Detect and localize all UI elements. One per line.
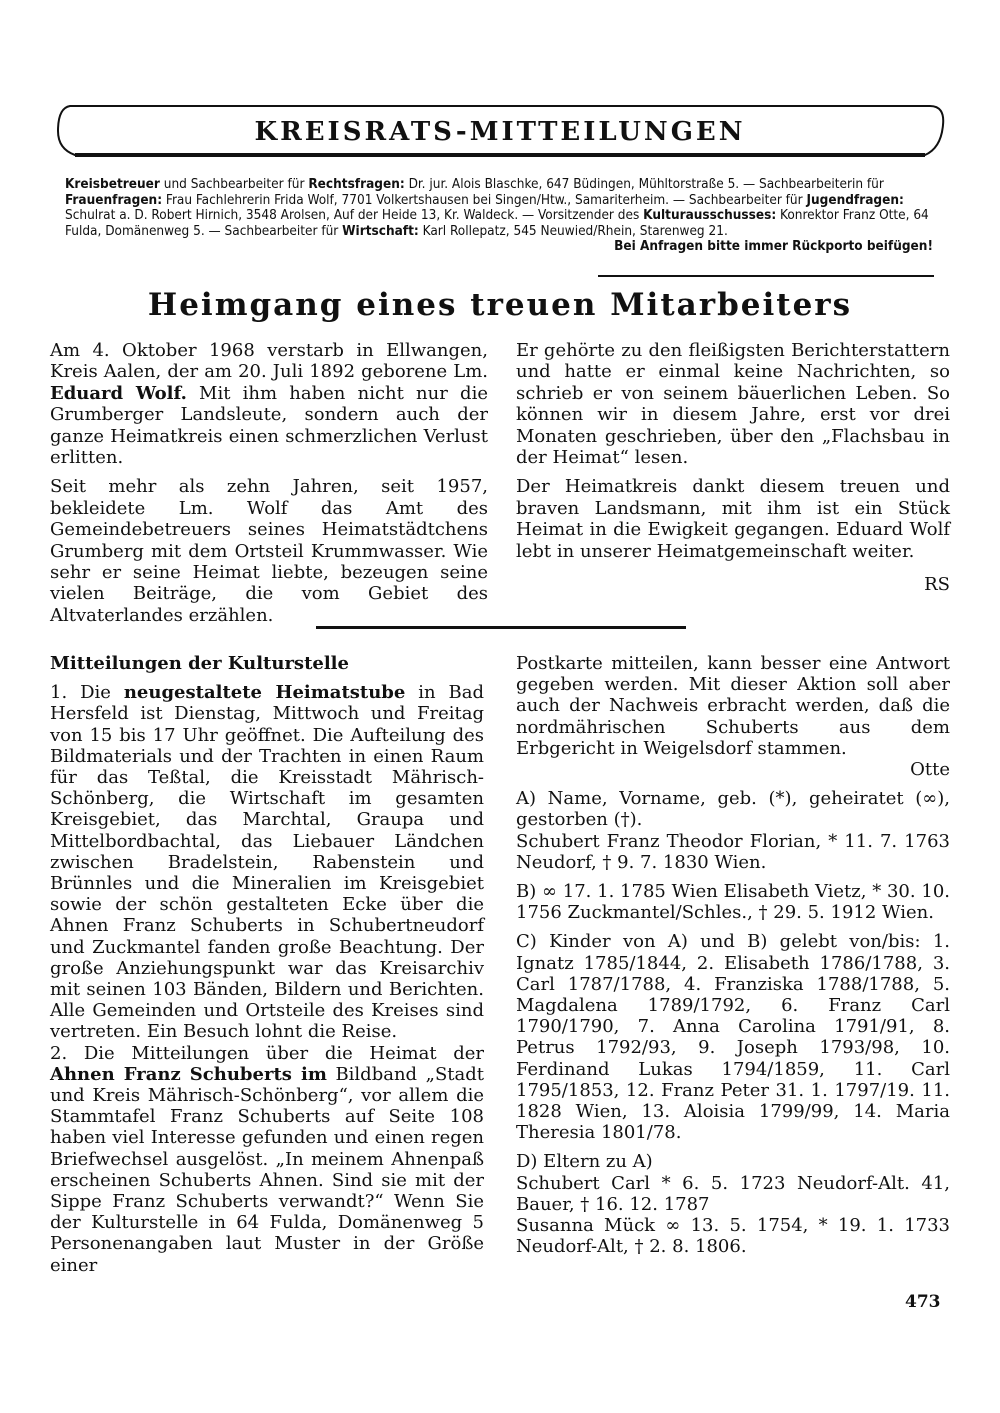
article-paragraph: Der Heimatkreis dankt diesem treuen und braven Landsmann, mit ihm ist ein Stück Heimat in die Ewigkeit gegangen. Eduard Wolf lebt in unserer Heimatgemeinschaft weiter. [516, 476, 950, 562]
article-column-left [50, 340, 488, 634]
info-text: Frau Fachlehrerin Frida Wolf, 7701 Volkertshausen bei Singen/Htw., Samariterheim. — Sachbearbeiter für [162, 191, 807, 208]
info-text: Karl Rollepatz, 545 Neuwied/Rhein, Starenweg 21. [418, 222, 728, 239]
banner-title: KREISRATS-MITTEILUNGEN [254, 117, 746, 147]
kultur-emphasis: neugestaltete Heimatstube [123, 682, 406, 704]
info-text: Konrektor Franz Otte, 64 Fulda, Domänenweg 5. — Sachbearbeiter für [65, 207, 929, 239]
article-text: Am 4. Oktober 1968 verstarb in Ellwangen, Kreis Aalen, der am 20. Juli 1892 geborene Lm. [50, 340, 488, 383]
info-notice: Bei Anfragen bitte immer Rückporto beifügen! [614, 238, 933, 254]
info-text: Dr. jur. Alois Blaschke, 647 Büdingen, Mühltorstraße 5. — Sachbearbeiterin für [404, 176, 884, 192]
info-role-label: Rechtsfragen: [308, 176, 405, 192]
banner [55, 103, 945, 158]
article-signature: RS [924, 574, 950, 596]
genealogy-c: C) Kinder von A) und B) gelebt von/bis: 1. Ignatz 1785/1844, 2. Elisabeth 1786/1788, 3. Carl 1787/1788, 4. Franziska 1788/1788, 5. Magdalena 1789/1792, 6. Franz Carl 1790/1790, 7. Anna Carolina 1791/91, 8. Petrus 1792/93, 9. Joseph 1793/98, 10. Ferdinand Lukas 1794/1859, 11. Carl 1795/1853, 12. Franz Peter 31. 1. 1797/19. 11. 1828 Wien, 13. Aloisia 1799/99, 14. Maria Theresia 1801/78. [516, 931, 950, 1144]
genealogy-a-body: Schubert Franz Theodor Florian, * 11. 7. 1763 Neudorf, † 9. 7. 1830 Wien. [516, 830, 950, 873]
kultur-text: Bildband „Stadt und Kreis Mährisch-Schönberg“, vor allem die Stammtafel Franz Schuberts auf Seite 108 haben viel Interesse gefunden und einen regen Briefwechsel ausgelöst. „In meinem Ahnenpaß erscheinen Schuberts Ahnen. Sind sie mit der Sippe Franz Schuberts verwandt?“ Wenn Sie der Kulturstelle in 64 Fulda, Domänenweg 5 Personenangaben laut Muster in der Größe einer [50, 1063, 485, 1276]
info-text: Schulrat a. D. Robert Hirnich, 3548 Arolsen, Auf der Heide 13, Kr. Waldeck. — Vorsitzender des [65, 207, 644, 223]
info-role-label: Wirtschaft: [342, 222, 419, 239]
article-paragraph: Er gehörte zu den fleißigsten Berichterstattern und hatte er einmal keine Nachrichten, so schrieb er von seinem bäuerlichen Leben. So können wir in diesem Jahre, erst vor drei Monaten geschrieben, über den „Flachsbau in der Heimat“ lesen. [516, 340, 950, 469]
contact-info [65, 177, 933, 255]
article-column-right [516, 340, 950, 603]
genealogy-d-head: D) Eltern zu A) [516, 1151, 653, 1173]
kultur-column-left [50, 653, 484, 1276]
kultur-signature: Otte [910, 759, 950, 781]
genealogy-d-line: Susanna Mück ∞ 13. 5. 1754, * 19. 1. 1733 Neudorf-Alt, † 2. 8. 1806. [516, 1215, 950, 1258]
kultur-paragraph [516, 653, 950, 759]
info-role-label: Frauenfragen: [65, 191, 163, 208]
article-paragraph [50, 340, 488, 468]
genealogy-d-line: Schubert Carl * 6. 5. 1723 Neudorf-Alt. 41, Bauer, † 16. 12. 1787 [516, 1172, 950, 1215]
genealogy-b: B) ∞ 17. 1. 1785 Wien Elisabeth Vietz, * 30. 10. 1756 Zuckmantel/Schles., † 29. 5. 1912 Wien. [516, 881, 950, 924]
article-text: Mit ihm haben nicht nur die Grumberger Landsleute, sondern auch der ganze Heimatkreis einen schmerzlichen Verlust erlitten. [50, 382, 488, 469]
section-divider [316, 626, 686, 629]
kultur-text: 1. Die [50, 682, 124, 704]
section-heading: Mitteilungen der Kulturstelle [50, 653, 349, 674]
kultur-paragraph [50, 682, 484, 1042]
info-role-label: Kulturausschusses: [643, 207, 777, 223]
kultur-emphasis: Ahnen Franz Schuberts im [50, 1063, 327, 1085]
kultur-text: in Bad Hersfeld ist Dienstag, Mittwoch und Freitag von 15 bis 17 Uhr geöffnet. Die Aufteilung des Bildmaterials und der Trachten in einen Raum für das Teßtal, die Kreisstadt Mährisch-Schönberg, die Wirtschaft im gesamten Kreisgebiet, das Marchtal, Graupa und Mittelbordbachtal, das Liebauer Ländchen zwischen Bradelstein, Rabenstein und Brünnles und die Mineralien im Kreisgebiet sowie der schön gestalteten Ecke über die Ahnen Franz Schuberts in Schubertneudorf und Zuckmantel fanden große Beachtung. Der große Anziehungspunkt war das Kreisarchiv mit seinen 103 Bänden, Bildern und Berichten. Alle Gemeinden und Ortsteile des Kreises sind vertreten. Ein Besuch lohnt die Reise. [50, 682, 484, 1043]
kultur-column-right [516, 653, 950, 1257]
person-name: Eduard Wolf. [50, 382, 187, 404]
info-role-label: Kreisbetreuer [65, 176, 160, 192]
article-headline: Heimgang eines treuen Mitarbeiters [147, 287, 853, 323]
kultur-text: Postkarte mitteilen, kann besser eine Antwort gegeben werden. Mit dieser Aktion soll aber auch der Nachweis erbracht werden, daß die nordmährischen Schuberts aus dem Erbgericht in Weigelsdorf stammen. [516, 653, 950, 759]
kultur-text: 2. Die Mitteilungen über die Heimat der [50, 1042, 484, 1064]
kultur-paragraph [50, 1043, 484, 1276]
info-text: und Sachbearbeiter für [159, 176, 309, 192]
genealogy-a-head: A) Name, Vorname, geb. (*), geheiratet (∞), gestorben (†). [516, 788, 950, 831]
info-role-label: Jugendfragen: [806, 191, 904, 208]
notice-underline [598, 275, 934, 277]
page-number: 473 [905, 1292, 941, 1312]
article-paragraph: Seit mehr als zehn Jahren, seit 1957, bekleidete Lm. Wolf das Amt des Gemeindebetreuers seines Heimatstädtchens Grumberg mit dem Ortsteil Krummwasser. Wie sehr er seine Heimat liebte, bezeugen seine vielen Beiträge, die vom Gebiet des Altvaterlandes erzählen. [50, 476, 488, 626]
